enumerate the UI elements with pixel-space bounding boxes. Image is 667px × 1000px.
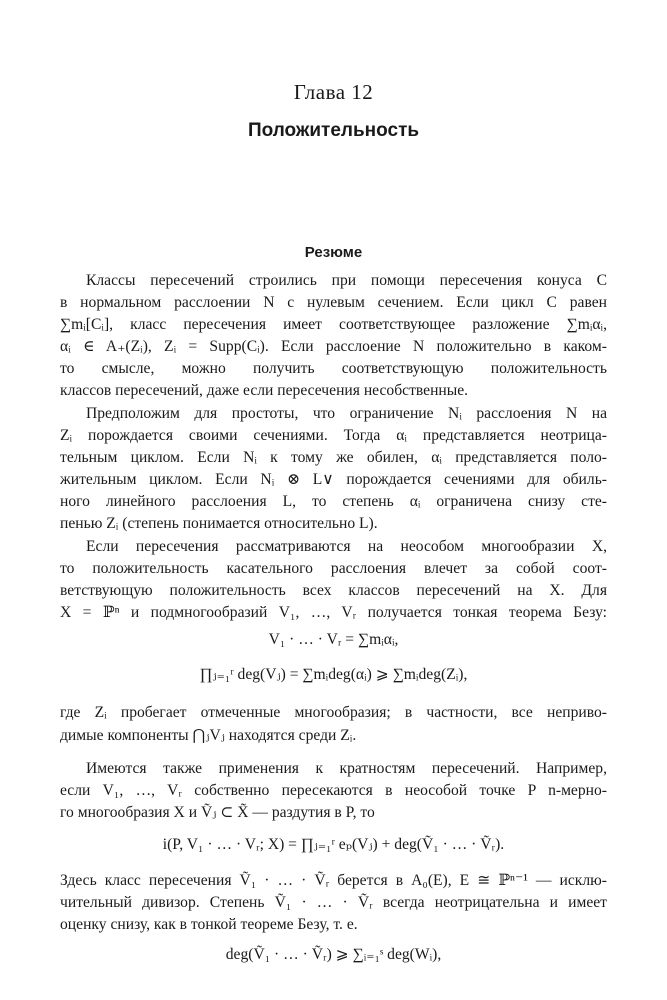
formula: ∏ⱼ₌₁ʳ deg(Vⱼ) = ∑mᵢdeg(αᵢ) ⩾ ∑mᵢdeg(Zᵢ),	[199, 666, 468, 683]
text-line: Предположим для простоты, что ограничение Nᵢ расслоения N на	[86, 405, 607, 422]
text-line: пенью Zᵢ (степень понимается относительно L).	[60, 515, 378, 532]
text-line: оценку снизу, как в тонкой теореме Безу, т. е.	[60, 916, 358, 933]
text-line: чительный дивизор. Степень Ṽ₁ · … · Ṽᵣ всегда неотрицательна и имеет	[60, 894, 607, 911]
chapter-heading: Глава 12	[293, 80, 374, 104]
text-line: димые компоненты ⋂ⱼVⱼ находятся среди Zᵢ.	[60, 727, 357, 744]
text-line: то смысле, можно получить соответствующую положительность	[60, 360, 607, 377]
text-line: жительным циклом. Если Nᵢ ⊗ L∨ порождается сечениями для обиль-	[60, 471, 607, 488]
text-line: Классы пересечений строились при помощи пересечения конуса C	[86, 272, 607, 289]
text-line: то положительность касательного расслоения влечет за собой соот-	[60, 560, 607, 577]
formula: V₁ · … · Vᵣ = ∑mᵢαᵢ,	[268, 631, 399, 648]
text-line: Zᵢ порождается своими сечениями. Тогда αᵢ представляется неотрица-	[60, 427, 607, 444]
text-line: ∑mᵢ[Cᵢ], класс пересечения имеет соответствующее разложение ∑mᵢαᵢ,	[60, 316, 607, 333]
formula: deg(Ṽ₁ · … · Ṽᵣ) ⩾ ∑ᵢ₌₁ˢ deg(Wᵢ),	[225, 946, 442, 963]
text-line: где Zᵢ пробегает отмеченные многообразия; в частности, все неприво-	[60, 704, 607, 721]
formula: i(P, V₁ · … · Vᵣ; X) = ∏ⱼ₌₁ʳ eₚ(Vⱼ) + deg(Ṽ₁ · … · Ṽᵣ).	[162, 836, 505, 853]
text-line: Если пересечения рассматриваются на неособом многообразии X,	[86, 538, 607, 555]
text-line: X = ℙⁿ и подмногообразий V₁, …, Vᵣ получается тонкая теорема Безу:	[60, 604, 607, 621]
text-line: ветствующую положительность всех классов пересечений на X. Для	[60, 582, 607, 599]
text-line: го многообразия X и Ṽⱼ ⊂ X̃ — раздутия в P, то	[60, 804, 375, 821]
text-line: тельным циклом. Если Nᵢ к тому же обилен, αᵢ представляется поло-	[60, 449, 607, 466]
chapter-title: Положительность	[247, 120, 420, 141]
section-heading: Резюме	[304, 244, 363, 261]
text-line: Здесь класс пересечения Ṽ₁ · … · Ṽᵣ берется в A₀(E), E ≅ ℙⁿ⁻¹ — исклю-	[60, 872, 607, 889]
text-line: если V₁, …, Vᵣ собственно пересекаются в неособой точке P n-мерно-	[60, 782, 607, 799]
text-line: Имеются также применения к кратностям пересечений. Например,	[86, 760, 607, 777]
text-line: в нормальном расслоении N с нулевым сечением. Если цикл C равен	[60, 294, 607, 311]
text-line: αᵢ ∈ A₊(Zᵢ), Zᵢ = Supp(Cᵢ). Если расслоение N положительно в каком-	[60, 338, 607, 355]
text-line: классов пересечений, даже если пересечения несобственные.	[60, 382, 469, 399]
text-line: ного линейного расслоения L, то степень αᵢ ограничена снизу сте-	[60, 493, 607, 510]
